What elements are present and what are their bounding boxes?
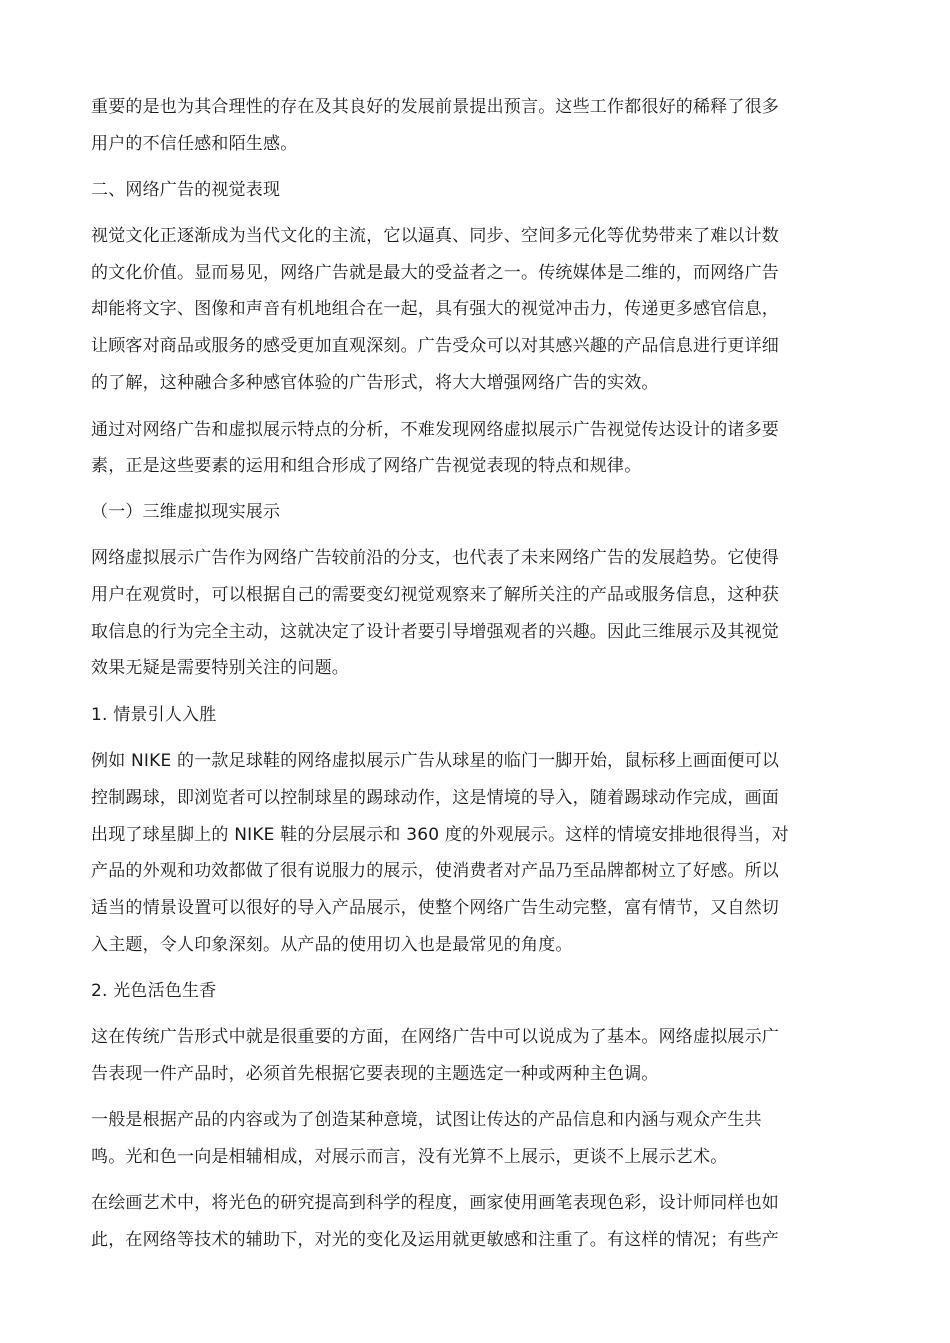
text-line: 鸣。光和色一向是相辅相成，对展示而言，没有光算不上展示，更谈不上展示艺术。 bbox=[91, 1147, 728, 1167]
text-line: 效果无疑是需要特别关注的问题。 bbox=[91, 658, 349, 678]
text-line: 取信息的行为完全主动，这就决定了设计者要引导增强观者的兴趣。因此三维展示及其视觉 bbox=[91, 622, 779, 642]
item-heading: 2. 光色活色生香 bbox=[91, 981, 217, 1001]
text-line: 重要的是也为其合理性的存在及其良好的发展前景提出预言。这些工作都很好的稀释了很多 bbox=[91, 97, 779, 117]
text-line: 出现了球星脚上的 NIKE 鞋的分层展示和 360 度的外观展示。这样的情境安排地很得当，对 bbox=[91, 825, 789, 845]
text-line: 却能将文字、图像和声音有机地组合在一起，具有强大的视觉冲击力，传递更多感官信息， bbox=[91, 299, 779, 319]
text-line: 入主题，令人印象深刻。从产品的使用切入也是最常见的角度。 bbox=[91, 935, 573, 955]
text-line: 用户在观赏时，可以根据自己的需要变幻视觉观察来了解所关注的产品或服务信息，这种获 bbox=[91, 585, 779, 605]
text-line: 产品的外观和功效都做了很有说服力的展示，使消费者对产品乃至品牌都树立了好感。所以 bbox=[91, 861, 779, 881]
text-line: 一般是根据产品的内容或为了创造某种意境，试图让传达的产品信息和内涵与观众产生共 bbox=[91, 1110, 762, 1130]
text-line: 此，在网络等技术的辅助下，对光的变化及运用就更敏感和注重了。有这样的情况；有些产 bbox=[91, 1230, 779, 1250]
text-line: 视觉文化正逐渐成为当代文化的主流，它以逼真、同步、空间多元化等优势带来了难以计数 bbox=[91, 226, 779, 246]
text-line: 在绘画艺术中，将光色的研究提高到科学的程度，画家使用画笔表现色彩，设计师同样也如 bbox=[91, 1193, 779, 1213]
text-line: 让顾客对商品或服务的感受更加直观深刻。广告受众可以对其感兴趣的产品信息进行更详细 bbox=[91, 336, 779, 356]
section-heading: 二、网络广告的视觉表现 bbox=[91, 180, 281, 200]
text-line: 素，正是这些要素的运用和组合形成了网络广告视觉表现的特点和规律。 bbox=[91, 456, 642, 476]
item-heading: 1. 情景引人入胜 bbox=[91, 705, 217, 725]
text-line: 用户的不信任感和陌生感。 bbox=[91, 134, 298, 154]
text-line: 网络虚拟展示广告作为网络广告较前沿的分支，也代表了未来网络广告的发展趋势。它使得 bbox=[91, 548, 779, 568]
text-line: 适当的情景设置可以很好的导入产品展示，使整个网络广告生动完整，富有情节，又自然切 bbox=[91, 898, 779, 918]
text-line: 这在传统广告形式中就是很重要的方面，在网络广告中可以说成为了基本。网络虚拟展示广 bbox=[91, 1027, 779, 1047]
subsection-heading: （一）三维虚拟现实展示 bbox=[91, 502, 281, 522]
text-line: 通过对网络广告和虚拟展示特点的分析，不难发现网络虚拟展示广告视觉传达设计的诸多要 bbox=[91, 420, 779, 440]
text-line: 的了解，这种融合多种感官体验的广告形式，将大大增强网络广告的实效。 bbox=[91, 373, 659, 393]
text-line: 例如 NIKE 的一款足球鞋的网络虚拟展示广告从球星的临门一脚开始，鼠标移上画面便可以 bbox=[91, 751, 780, 771]
text-line: 控制踢球，即浏览者可以控制球星的踢球动作，这是情境的导入，随着踢球动作完成，画面 bbox=[91, 788, 779, 808]
text-line: 的文化价值。显而易见，网络广告就是最大的受益者之一。传统媒体是二维的，而网络广告 bbox=[91, 263, 779, 283]
text-line: 告表现一件产品时，必须首先根据它要表现的主题选定一种或两种主色调。 bbox=[91, 1064, 659, 1084]
